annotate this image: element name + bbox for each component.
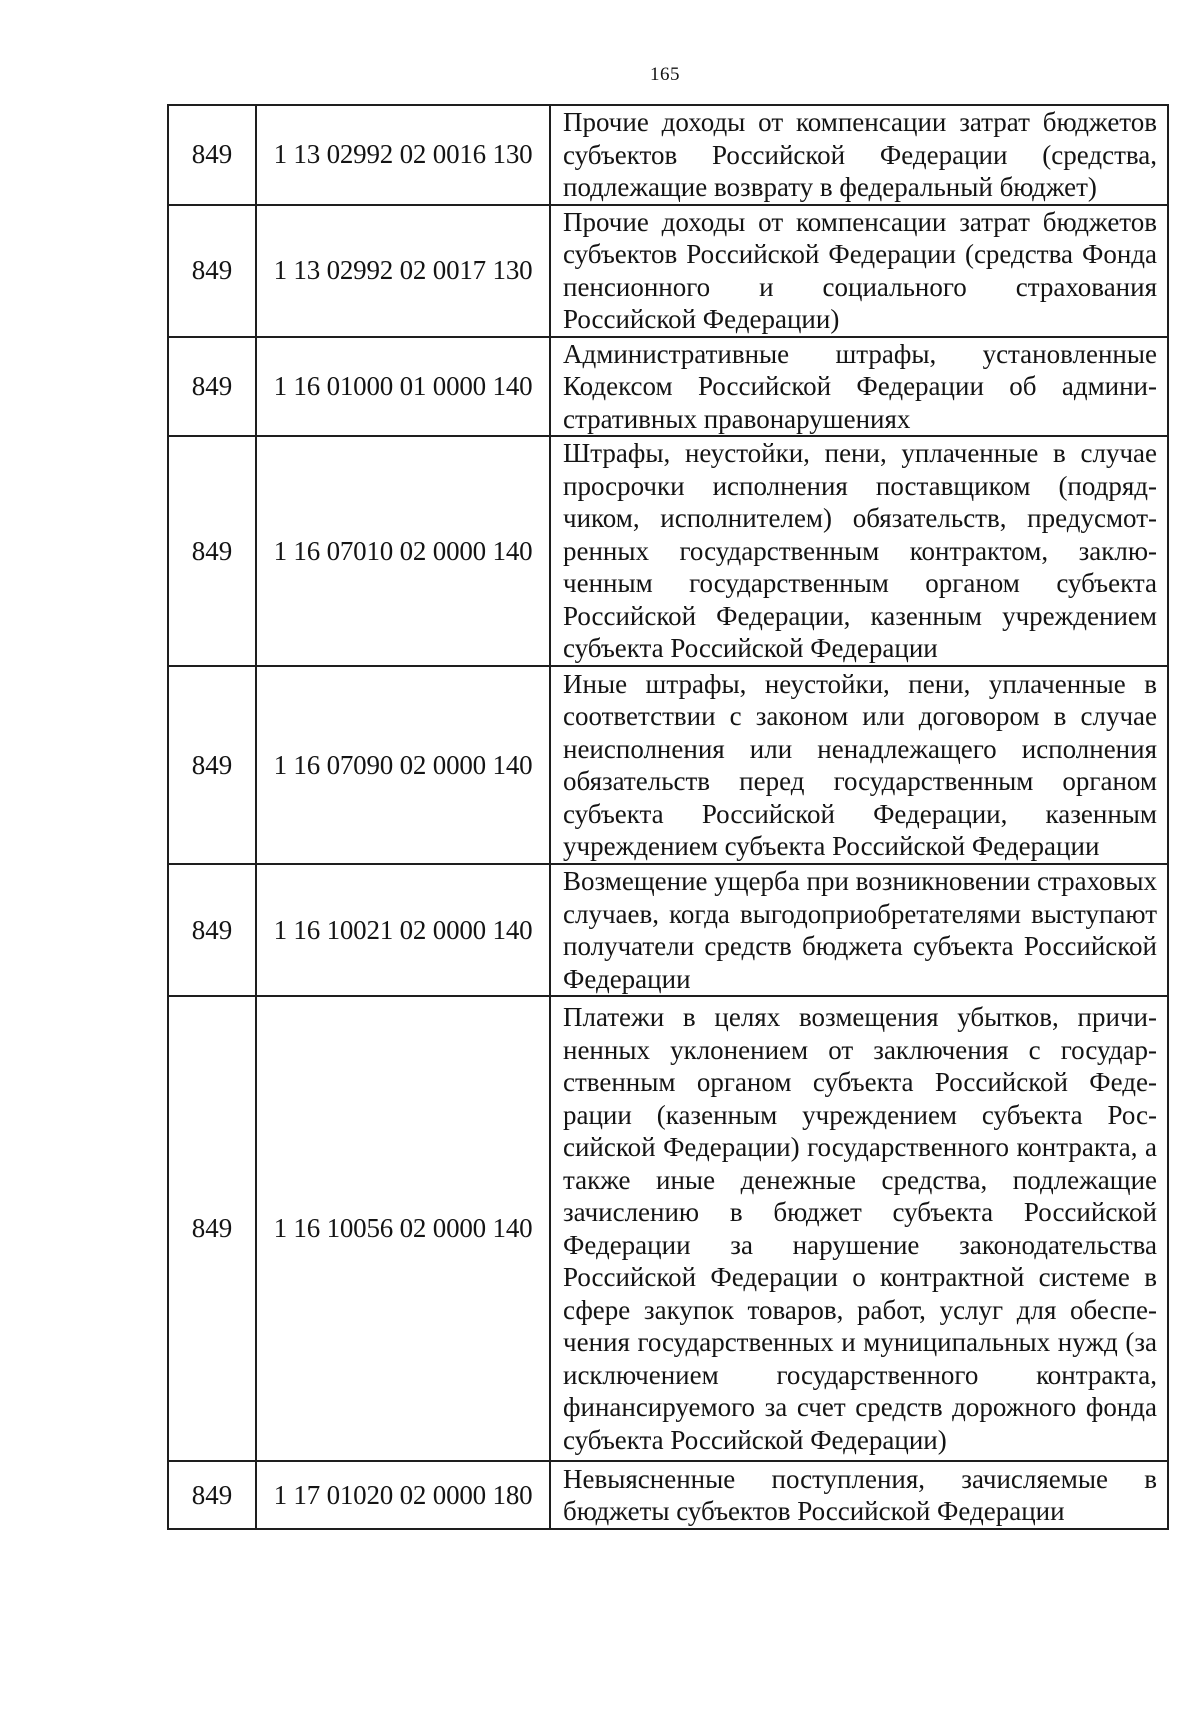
table-row [168, 205, 1168, 337]
revenue-name-cell: Возмещение ущерба при возникновении страховых случаев, когда выгодоприобретателями выступают получатели средств бюджета субъекта Российской Федерации [550, 864, 1168, 996]
budget-code-cell: 1 16 01000 01 0000 140 [256, 337, 550, 437]
budget-code-cell: 1 16 07090 02 0000 140 [256, 666, 550, 864]
table-row [168, 436, 1168, 666]
revenue-name-cell: Административные штрафы, установленные Кодексом Российской Федерации об административных правонарушениях [550, 337, 1168, 437]
revenue-name-cell: Прочие доходы от компенсации затрат бюджетов субъектов Российской Федерации (средства Фонда пенсионного и социального страхования Российской Федерации) [550, 205, 1168, 337]
revenue-name-cell: Невыясненные поступления, зачисляемые в бюджеты субъектов Российской Федерации [550, 1461, 1168, 1529]
admin-code-cell: 849 [168, 996, 256, 1461]
admin-code-cell: 849 [168, 864, 256, 996]
table-row [168, 864, 1168, 996]
table-row [168, 105, 1168, 205]
revenue-name-cell: Прочие доходы от компенсации затрат бюджетов субъектов Российской Федерации (средства, подлежащие возврату в федеральный бюджет) [550, 105, 1168, 205]
table-row [168, 996, 1168, 1461]
admin-code-cell: 849 [168, 436, 256, 666]
table-row [168, 337, 1168, 437]
admin-code-cell: 849 [168, 666, 256, 864]
page-number: 165 [650, 64, 680, 85]
table-row [168, 666, 1168, 864]
table-row [168, 1461, 1168, 1529]
admin-code-cell: 849 [168, 337, 256, 437]
budget-code-cell: 1 13 02992 02 0017 130 [256, 205, 550, 337]
admin-code-cell: 849 [168, 205, 256, 337]
admin-code-cell: 849 [168, 105, 256, 205]
budget-code-cell: 1 17 01020 02 0000 180 [256, 1461, 550, 1529]
budget-code-cell: 1 16 10021 02 0000 140 [256, 864, 550, 996]
budget-code-cell: 1 13 02992 02 0016 130 [256, 105, 550, 205]
budget-code-cell: 1 16 10056 02 0000 140 [256, 996, 550, 1461]
admin-code-cell: 849 [168, 1461, 256, 1529]
revenue-name-cell: Платежи в целях возмещения убытков, причиненных уклонением от заключения с государственным органом субъекта Российской Федерации (казенным учреждением субъекта Российской Федерации) государственного контракта, а также иные денежные средства, подлежащие зачислению в бюджет субъекта Российской Федерации за нарушение законодательства Российской Федерации о контрактной системе в сфере закупок товаров, работ, услуг для обеспечения государственных и муниципальных нужд (за исключением государственного контракта, финансируемого за счет средств дорожного фонда субъекта Российской Федерации) [550, 996, 1168, 1461]
budget-code-cell: 1 16 07010 02 0000 140 [256, 436, 550, 666]
revenue-name-cell: Штрафы, неустойки, пени, уплаченные в случае просрочки исполнения поставщиком (подрядчиком, исполнителем) обязательств, предусмотренных государственным контрактом, заключенным государственным органом субъекта Российской Федерации, казенным учреждением субъекта Российской Федерации [550, 436, 1168, 666]
revenue-name-cell: Иные штрафы, неустойки, пени, уплаченные в соответствии с законом или договором в случае неисполнения или ненадлежащего исполнения обязательств перед государственным органом субъекта Российской Федерации, казенным учреждением субъекта Российской Федерации [550, 666, 1168, 864]
revenue-codes-table [167, 104, 1169, 1530]
